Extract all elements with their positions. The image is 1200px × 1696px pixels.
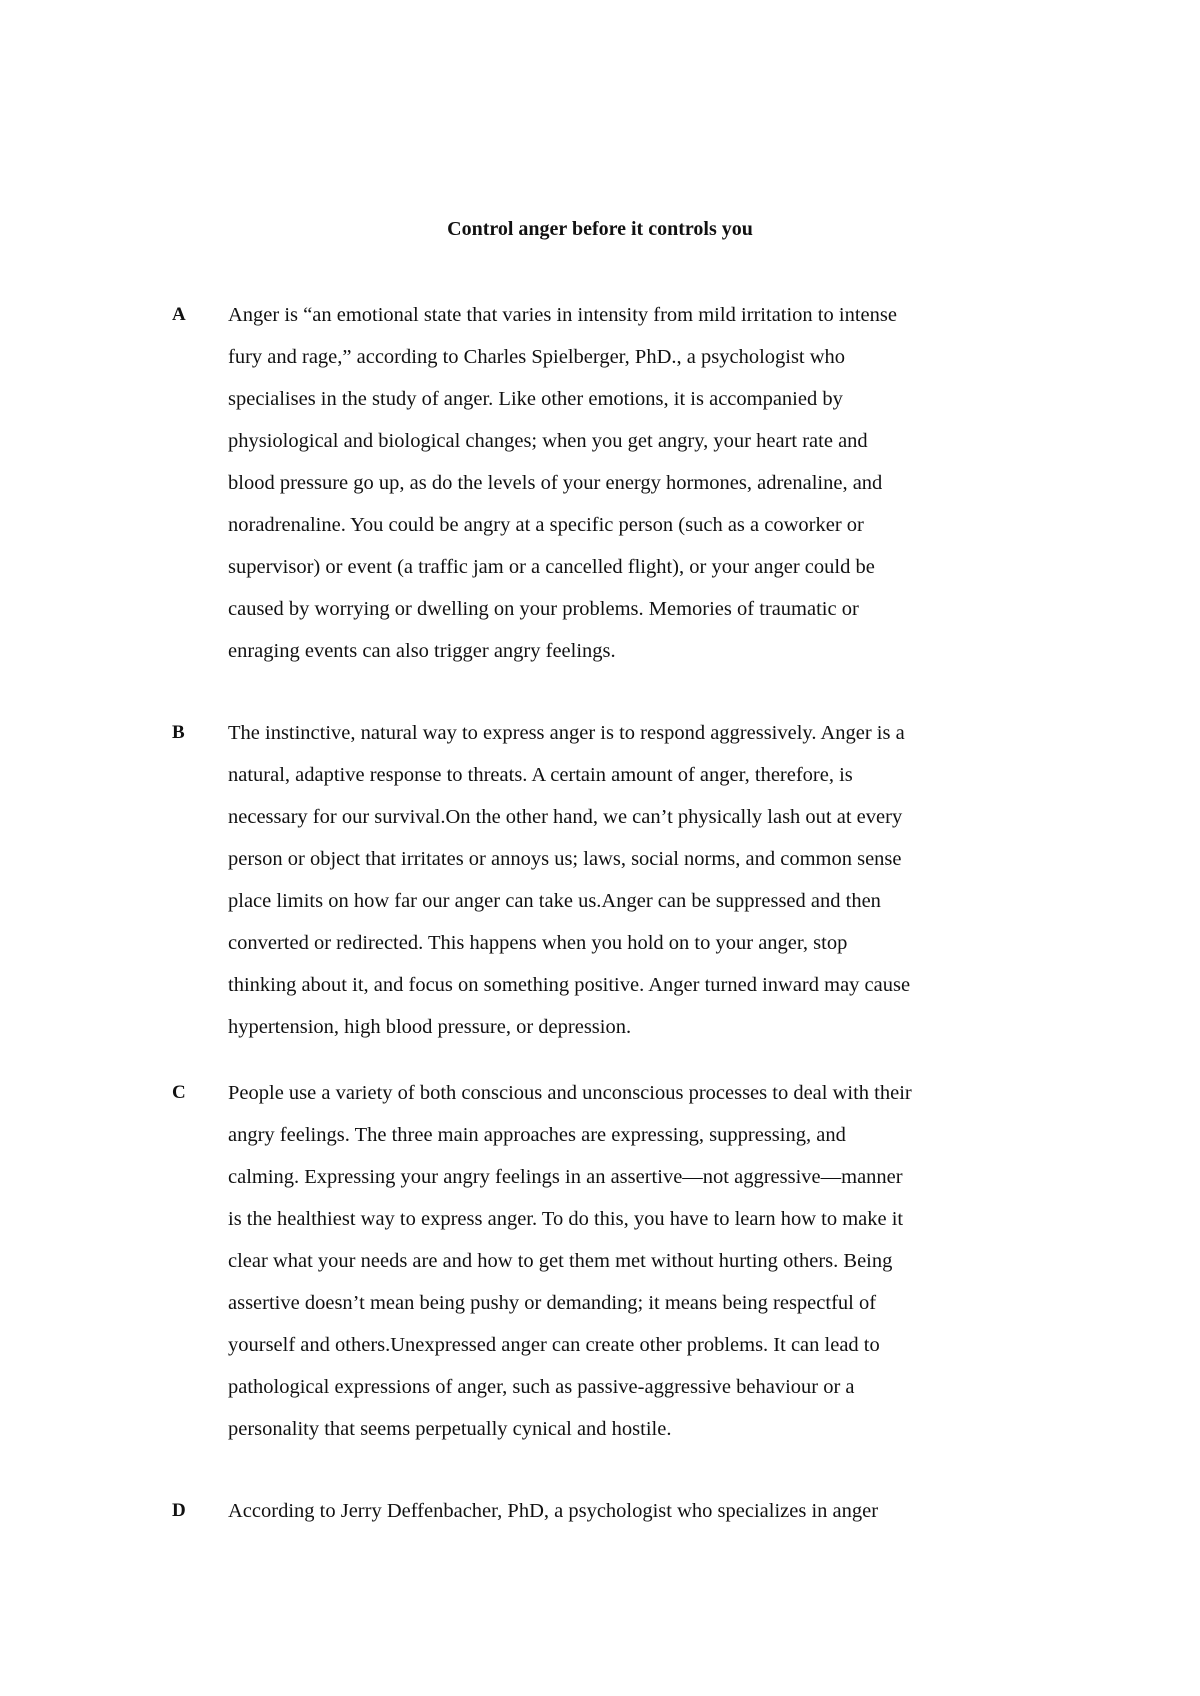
- text-line: calming. Expressing your angry feelings in an assertive—not aggressive—manner: [228, 1166, 903, 1188]
- text-line: Anger is “an emotional state that varies in intensity from mild irritation to intense: [228, 304, 897, 326]
- text-line: According to Jerry Deffenbacher, PhD, a psychologist who specializes in anger: [228, 1500, 879, 1522]
- section-text: [228, 294, 1048, 672]
- text-line: thinking about it, and focus on something positive. Anger turned inward may cause: [228, 974, 911, 996]
- text-line: People use a variety of both conscious and unconscious processes to deal with their: [228, 1082, 912, 1104]
- text-line: natural, adaptive response to threats. A certain amount of anger, therefore, is: [228, 764, 853, 786]
- text-line: personality that seems perpetually cynical and hostile.: [228, 1418, 672, 1440]
- text-line: physiological and biological changes; when you get angry, your heart rate and: [228, 430, 868, 452]
- text-line: clear what your needs are and how to get them met without hurting others. Being: [228, 1250, 893, 1272]
- text-line: specialises in the study of anger. Like other emotions, it is accompanied by: [228, 388, 843, 410]
- text-line: fury and rage,” according to Charles Spielberger, PhD., a psychologist who: [228, 346, 846, 368]
- section-letter: B: [172, 722, 185, 743]
- text-line: hypertension, high blood pressure, or depression.: [228, 1016, 632, 1038]
- document-title: Control anger before it controls you: [447, 218, 753, 240]
- section-letter: C: [172, 1082, 186, 1103]
- text-line: converted or redirected. This happens when you hold on to your anger, stop: [228, 932, 848, 954]
- text-line: angry feelings. The three main approaches are expressing, suppressing, and: [228, 1124, 846, 1146]
- section-letter: A: [172, 304, 186, 325]
- text-line: enraging events can also trigger angry feelings.: [228, 640, 616, 662]
- text-line: is the healthiest way to express anger. To do this, you have to learn how to make it: [228, 1208, 904, 1230]
- text-line: assertive doesn’t mean being pushy or demanding; it means being respectful of: [228, 1292, 877, 1314]
- text-line: The instinctive, natural way to express anger is to respond aggressively. Anger is a: [228, 722, 905, 744]
- text-line: person or object that irritates or annoys us; laws, social norms, and common sense: [228, 848, 902, 870]
- text-line: place limits on how far our anger can take us.Anger can be suppressed and then: [228, 890, 881, 912]
- text-line: supervisor) or event (a traffic jam or a cancelled flight), or your anger could be: [228, 556, 875, 578]
- section-text: [228, 1490, 1048, 1532]
- section-letter: D: [172, 1500, 186, 1521]
- text-line: pathological expressions of anger, such as passive-aggressive behaviour or a: [228, 1376, 855, 1398]
- text-line: necessary for our survival.On the other hand, we can’t physically lash out at every: [228, 806, 903, 828]
- text-line: blood pressure go up, as do the levels of your energy hormones, adrenaline, and: [228, 472, 883, 494]
- section-text: [228, 1072, 1048, 1450]
- text-line: caused by worrying or dwelling on your problems. Memories of traumatic or: [228, 598, 859, 620]
- text-line: yourself and others.Unexpressed anger can create other problems. It can lead to: [228, 1334, 880, 1356]
- text-line: noradrenaline. You could be angry at a specific person (such as a coworker or: [228, 514, 864, 536]
- section-text: [228, 712, 1048, 1048]
